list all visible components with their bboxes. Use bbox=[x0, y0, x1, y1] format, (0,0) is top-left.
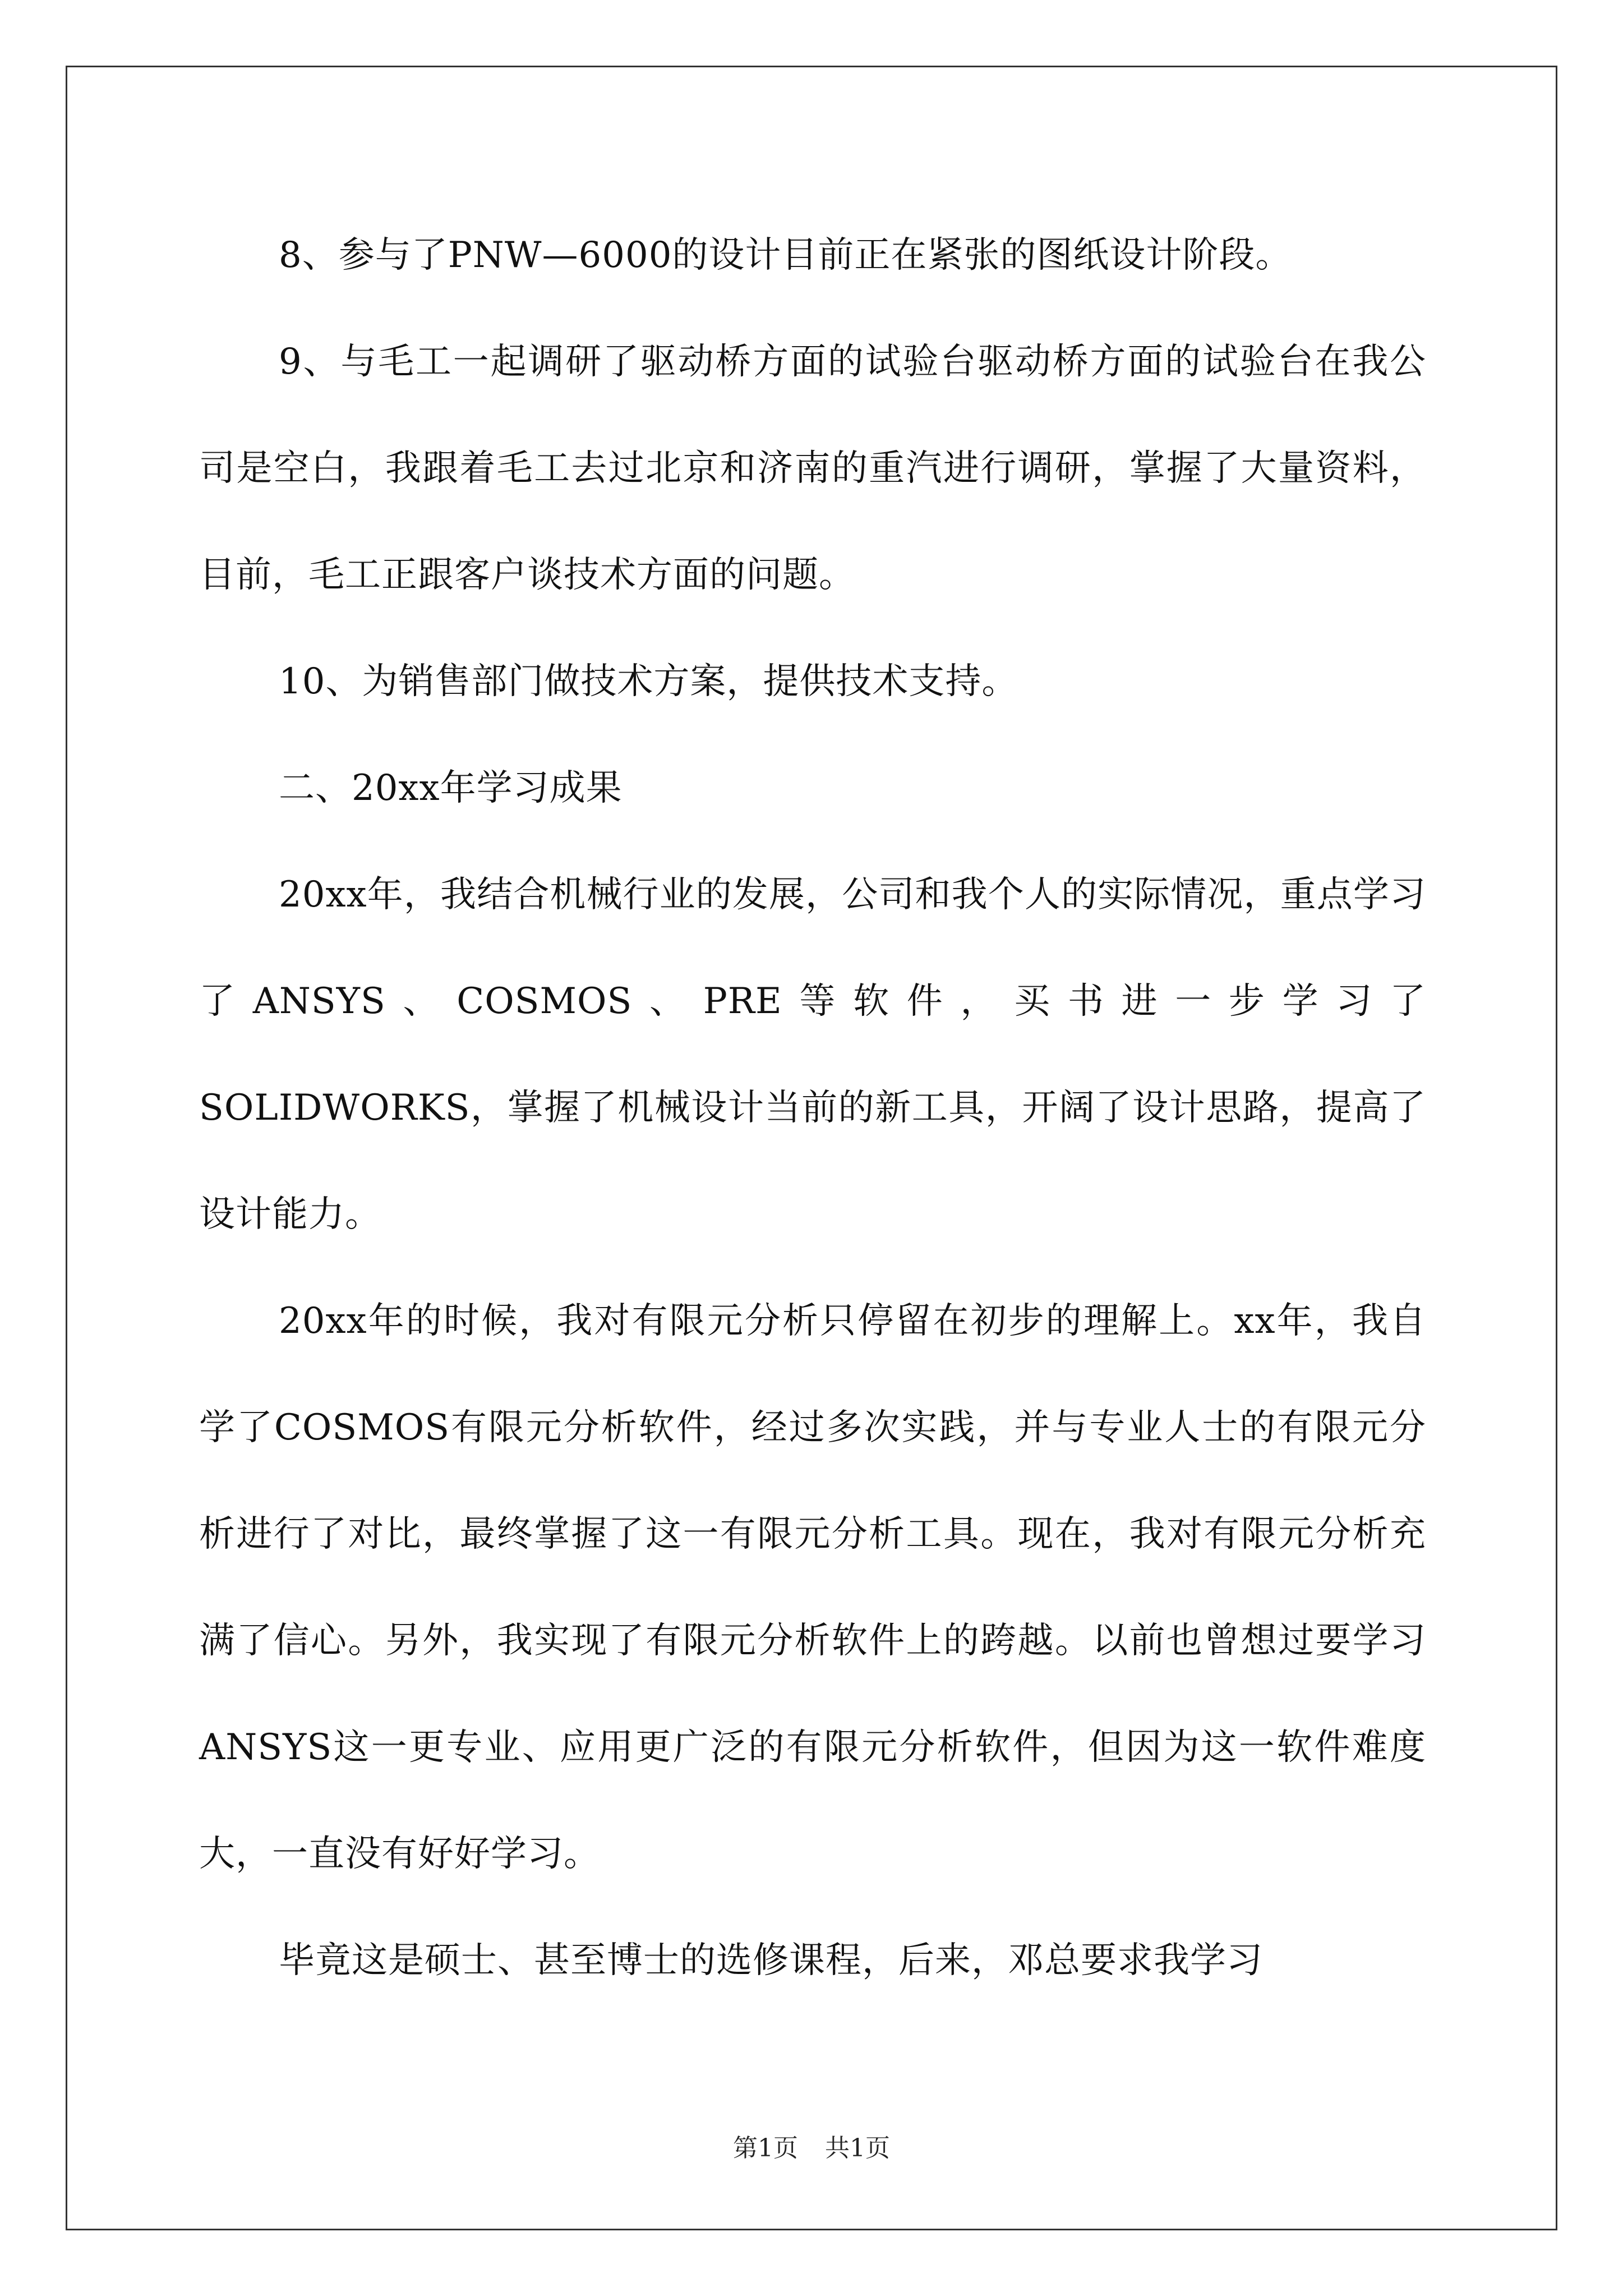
paragraph-learning-summary: 20xx年，我结合机械行业的发展，公司和我个人的实际情况，重点学习了ANSYS、COSMOS、PRE等软件，买书进一步学习了SOLIDWORKS，掌握了机械设计当前的新工具，开阔了设计思路，提高了设计能力。 bbox=[199, 874, 1426, 1235]
paragraph-continuation: 毕竟这是硕士、甚至博士的选修课程，后来，邓总要求我学习 bbox=[279, 1940, 1263, 1981]
document-body bbox=[199, 202, 1426, 2014]
paragraph-item-8: 8、参与了PNW—6000的设计目前正在紧张的图纸设计阶段。 bbox=[279, 234, 1292, 276]
paragraph-item-9: 9、与毛工一起调研了驱动桥方面的试验台驱动桥方面的试验台在我公司是空白，我跟着毛工去过北京和济南的重汽进行调研，掌握了大量资料，目前，毛工正跟客户谈技术方面的问题。 bbox=[199, 341, 1426, 596]
page-footer bbox=[0, 2132, 1623, 2165]
paragraph-item-10: 10、为销售部门做技术方案，提供技术支持。 bbox=[279, 661, 1018, 702]
section-heading: 二、20xx年学习成果 bbox=[279, 767, 623, 809]
paragraph-fea-experience: 20xx年的时候，我对有限元分析只停留在初步的理解上。xx年，我自学了COSMOS有限元分析软件，经过多次实践，并与专业人士的有限元分析进行了对比，最终掌握了这一有限元分析工具。现在，我对有限元分析充满了信心。另外，我实现了有限元分析软件上的跨越。以前也曾想过要学习ANSYS这一更专业、应用更广泛的有限元分析软件，但因为这一软件难度大，一直没有好好学习。 bbox=[199, 1300, 1426, 1875]
page-number: 第1页 bbox=[733, 2134, 798, 2162]
page-count: 共1页 bbox=[825, 2134, 890, 2162]
